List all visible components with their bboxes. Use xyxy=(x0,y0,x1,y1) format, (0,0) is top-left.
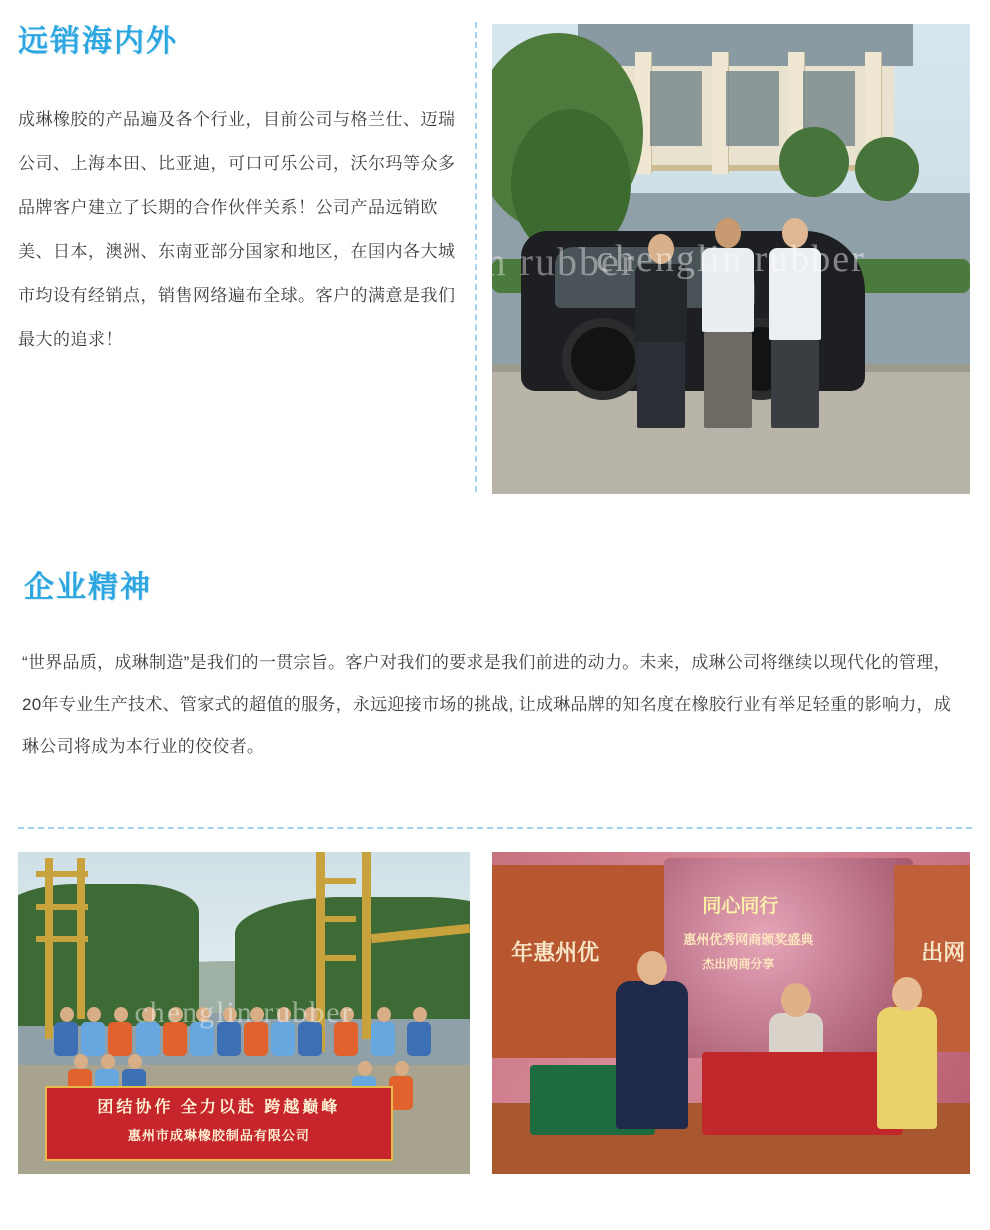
team-member xyxy=(163,1007,189,1077)
team-banner xyxy=(45,1086,393,1161)
section-export xyxy=(0,0,990,520)
ladder-rung xyxy=(316,916,356,922)
person-right xyxy=(769,218,821,428)
team-member xyxy=(244,1007,270,1077)
image-watermark: chenglin rubber xyxy=(596,238,866,280)
climbing-pole-right-2 xyxy=(362,852,371,1039)
image-award-ceremony xyxy=(492,852,970,1174)
banner-line-1: 团结协作 全力以赴 跨越巅峰 xyxy=(97,1098,341,1116)
spirit-heading: 企业精神 xyxy=(24,571,152,604)
ladder-rung xyxy=(316,955,356,961)
person-head xyxy=(715,218,741,248)
topiary xyxy=(855,137,919,201)
team-member xyxy=(190,1007,216,1077)
image-team-car xyxy=(492,24,970,494)
image-outdoor-team xyxy=(18,852,470,1174)
horizontal-dashed-divider xyxy=(18,827,972,829)
export-body: 成琳橡胶的产品遍及各个行业，目前公司与格兰仕、迈瑞公司、上海本田、比亚迪，可口可乐公司，沃尔玛等众多品牌客户建立了长期的合作伙伴关系！公司产品远销欧美、日本，澳洲、东南亚部分国家和地区，在国内各大城市均设有经销点，销售网络遍布全球。客户的满意是我们最大的追求！ xyxy=(18,110,456,349)
team-member xyxy=(217,1007,243,1077)
page-watermark: chenglin rubber xyxy=(353,239,637,284)
vertical-dashed-divider xyxy=(475,22,477,492)
speaker-head xyxy=(637,951,667,985)
building-roof xyxy=(578,24,913,66)
person-torso xyxy=(702,248,754,332)
person-legs xyxy=(637,342,685,428)
person-center xyxy=(702,218,754,428)
red-table xyxy=(702,1052,903,1136)
right-banner-text: 出网 xyxy=(921,939,966,965)
person-head xyxy=(648,234,674,264)
stage-subtitle-1: 惠州优秀网商颁奖盛典 xyxy=(683,932,814,948)
export-heading: 远销海内外 xyxy=(18,25,178,58)
banner-line-2: 惠州市成琳橡胶制品有限公司 xyxy=(127,1128,310,1144)
window xyxy=(650,71,703,146)
host-in-yellow xyxy=(877,1007,937,1129)
person-head xyxy=(782,218,808,248)
person-left xyxy=(635,234,687,428)
window xyxy=(726,71,779,146)
person-legs xyxy=(704,332,752,428)
person-torso xyxy=(769,248,821,340)
car-wheel xyxy=(562,318,644,400)
spirit-body: “世界品质，成琳制造”是我们的一贯宗旨。客户对我们的要求是我们前进的动力。未来，成琳公司将继续以现代化的管理，20年专业生产技术、管家式的超值的服务，永远迎接市场的挑战, 让成琳品牌的知名度在橡胶行业有举足轻重的影响力，成琳公司将成为本行业的佼佼者。 xyxy=(22,653,952,756)
person-torso xyxy=(635,264,687,342)
person-legs xyxy=(771,340,819,428)
team-member xyxy=(298,1007,324,1077)
climbing-pole-left-2 xyxy=(77,858,85,1019)
export-text-column xyxy=(18,24,468,494)
team-member xyxy=(271,1007,297,1077)
speaker-with-microphone xyxy=(616,981,688,1129)
stage-title: 同心同行 xyxy=(702,895,779,917)
left-banner-text: 年惠州优 xyxy=(511,939,600,965)
ladder-rung xyxy=(316,878,356,884)
stage-subtitle-2: 杰出网商分享 xyxy=(702,957,775,972)
image-watermark: chenglin rubber xyxy=(134,996,354,1029)
topiary xyxy=(779,127,849,197)
climbing-pole-left xyxy=(45,858,53,1038)
